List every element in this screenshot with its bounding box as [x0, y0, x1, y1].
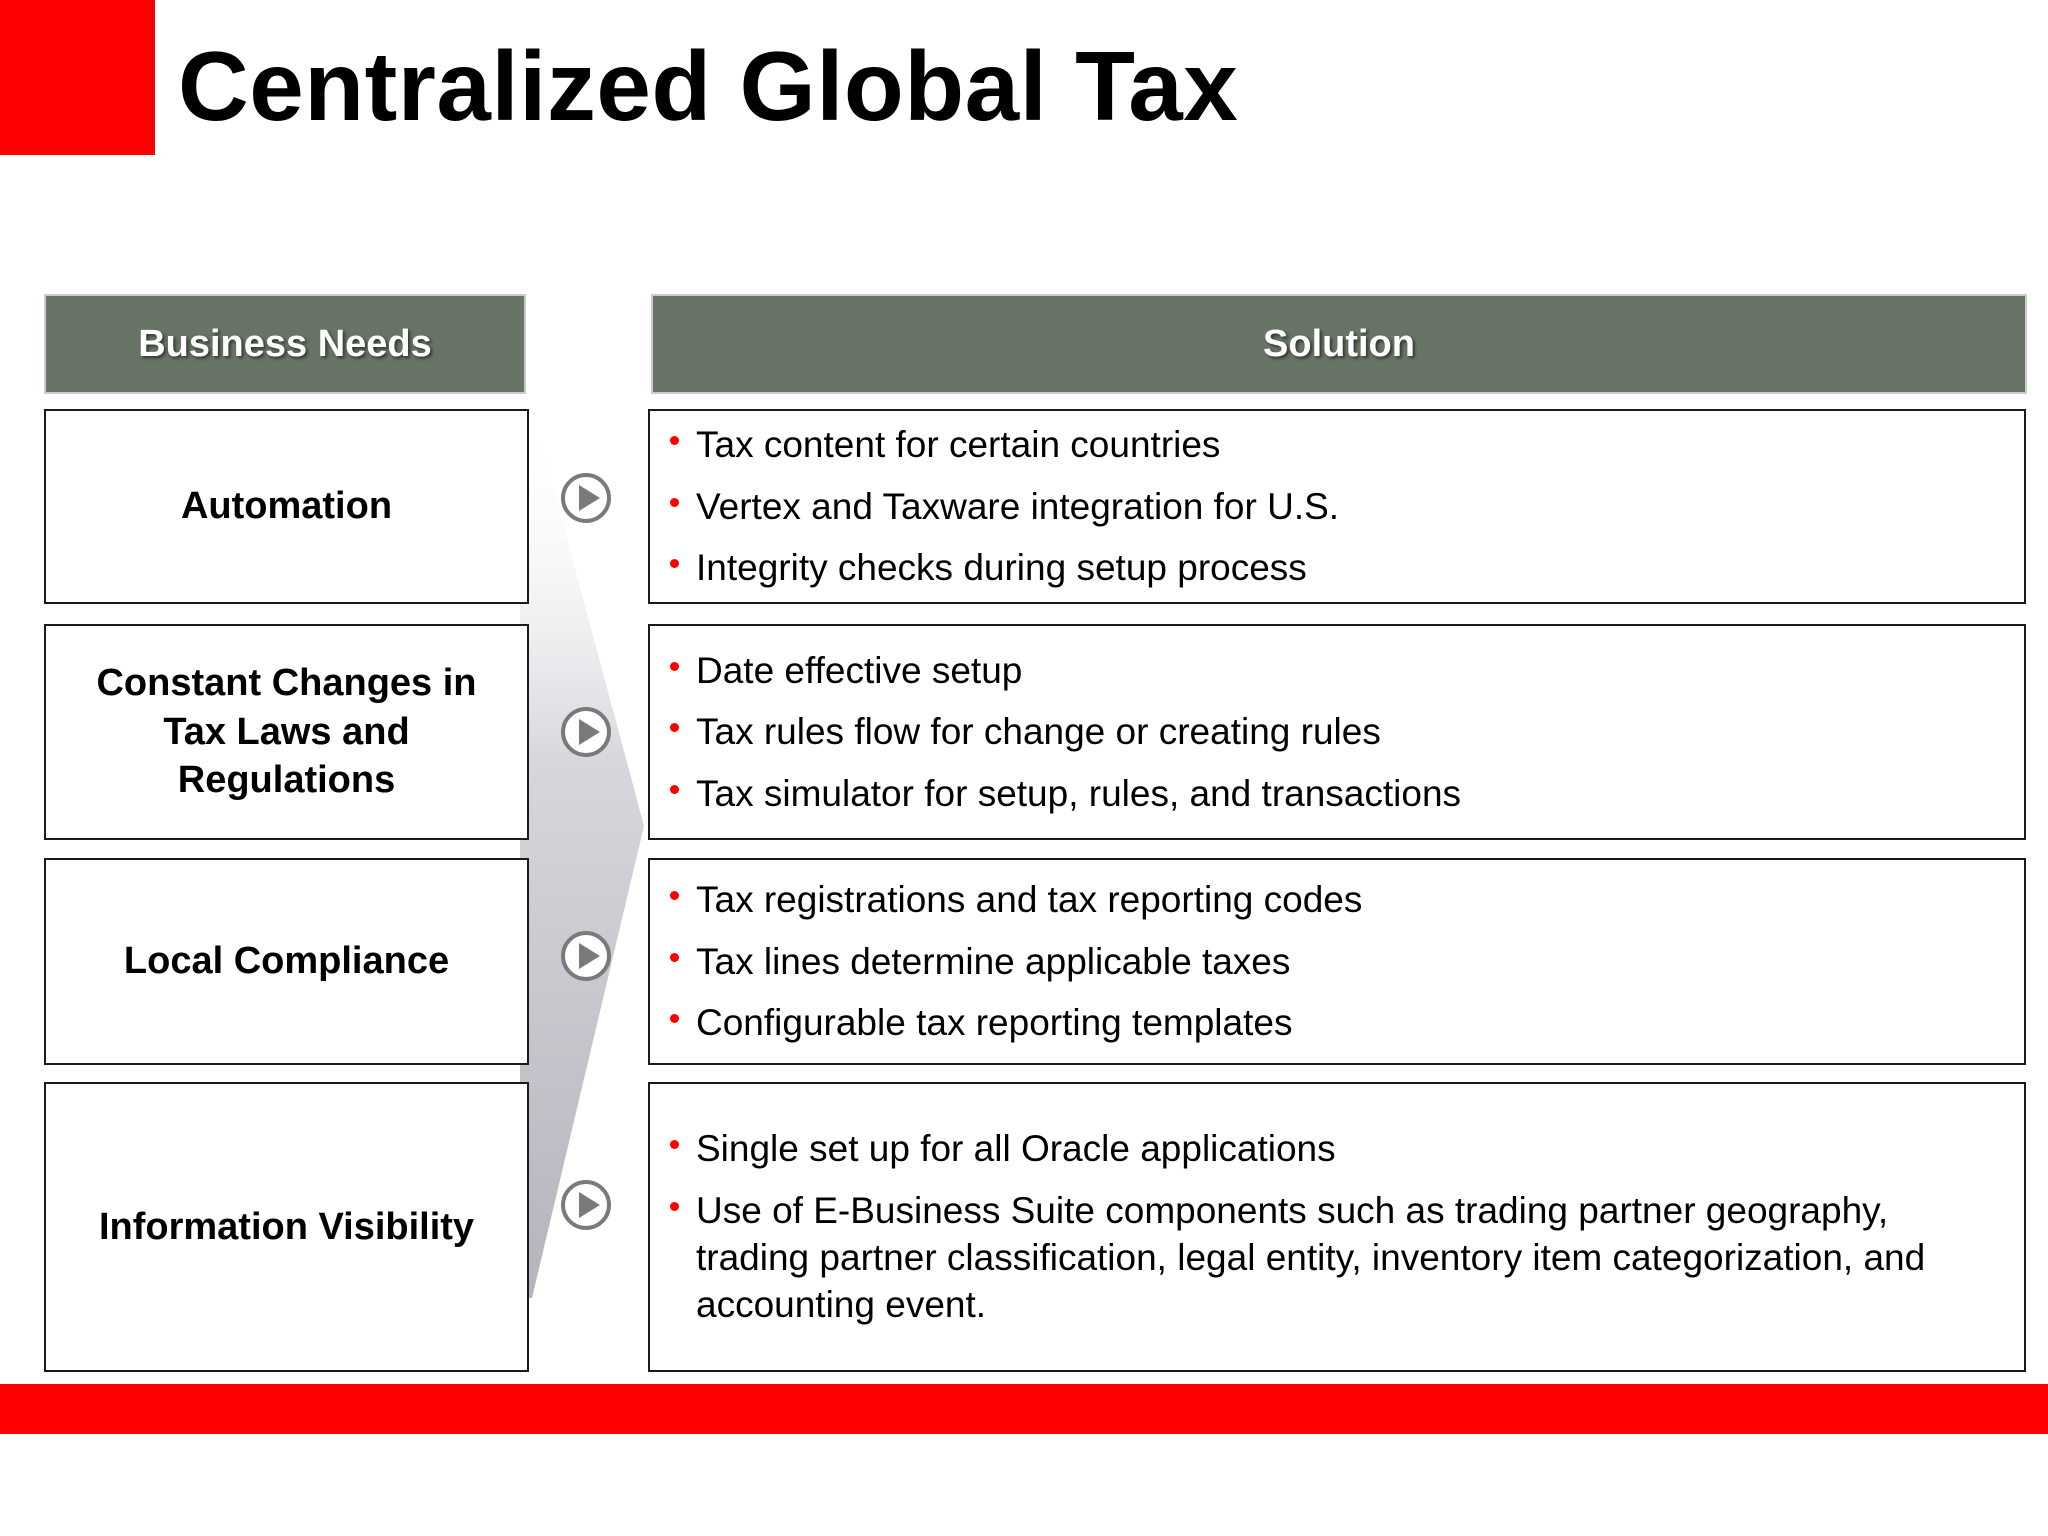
solution-bullet: Configurable tax reporting templates	[696, 999, 2004, 1046]
solution-bullet: Tax lines determine applicable taxes	[696, 938, 2004, 985]
need-label: Constant Changes in Tax Laws and Regulations	[96, 662, 477, 802]
chevron-arrow-icon	[520, 408, 650, 1298]
need-box-automation	[44, 409, 529, 604]
play-circle-icon[interactable]	[558, 928, 614, 984]
solution-box-local-compliance	[648, 858, 2026, 1065]
solution-bullet: Tax rules flow for change or creating rules	[696, 708, 2004, 755]
play-circle-icon[interactable]	[558, 1177, 614, 1233]
play-circle-icon[interactable]	[558, 470, 614, 526]
solution-box-tax-law-changes	[648, 624, 2026, 840]
solution-bullet: Single set up for all Oracle applications	[696, 1125, 2004, 1172]
slide-title: Centralized Global Tax	[178, 31, 1239, 141]
solution-bullet: Use of E-Business Suite components such as trading partner geography, trading partner classification, legal entity, inventory item categorization, and accounting event.	[696, 1187, 2004, 1329]
solution-bullet: Tax simulator for setup, rules, and transactions	[696, 770, 2004, 817]
solution-box-automation	[648, 409, 2026, 604]
solution-bullet: Tax content for certain countries	[696, 421, 2004, 468]
solution-bullet: Tax registrations and tax reporting codes	[696, 876, 2004, 923]
need-label: Information Visibility	[98, 1205, 475, 1248]
need-label: Automation	[180, 485, 393, 528]
business-needs-header: Business Needs	[44, 294, 526, 394]
need-box-information-visibility	[44, 1082, 529, 1372]
solution-box-information-visibility	[648, 1082, 2026, 1372]
solution-bullet: Integrity checks during setup process	[696, 544, 2004, 591]
bottom-accent-bar	[0, 1384, 2048, 1434]
solution-bullet: Vertex and Taxware integration for U.S.	[696, 483, 2004, 530]
solution-bullet: Date effective setup	[696, 647, 2004, 694]
need-label: Local Compliance	[123, 940, 450, 983]
need-box-local-compliance	[44, 858, 529, 1065]
need-box-tax-law-changes	[44, 624, 529, 840]
play-circle-icon[interactable]	[558, 704, 614, 760]
solution-header: Solution	[651, 294, 2027, 394]
corner-accent-block	[0, 0, 155, 155]
